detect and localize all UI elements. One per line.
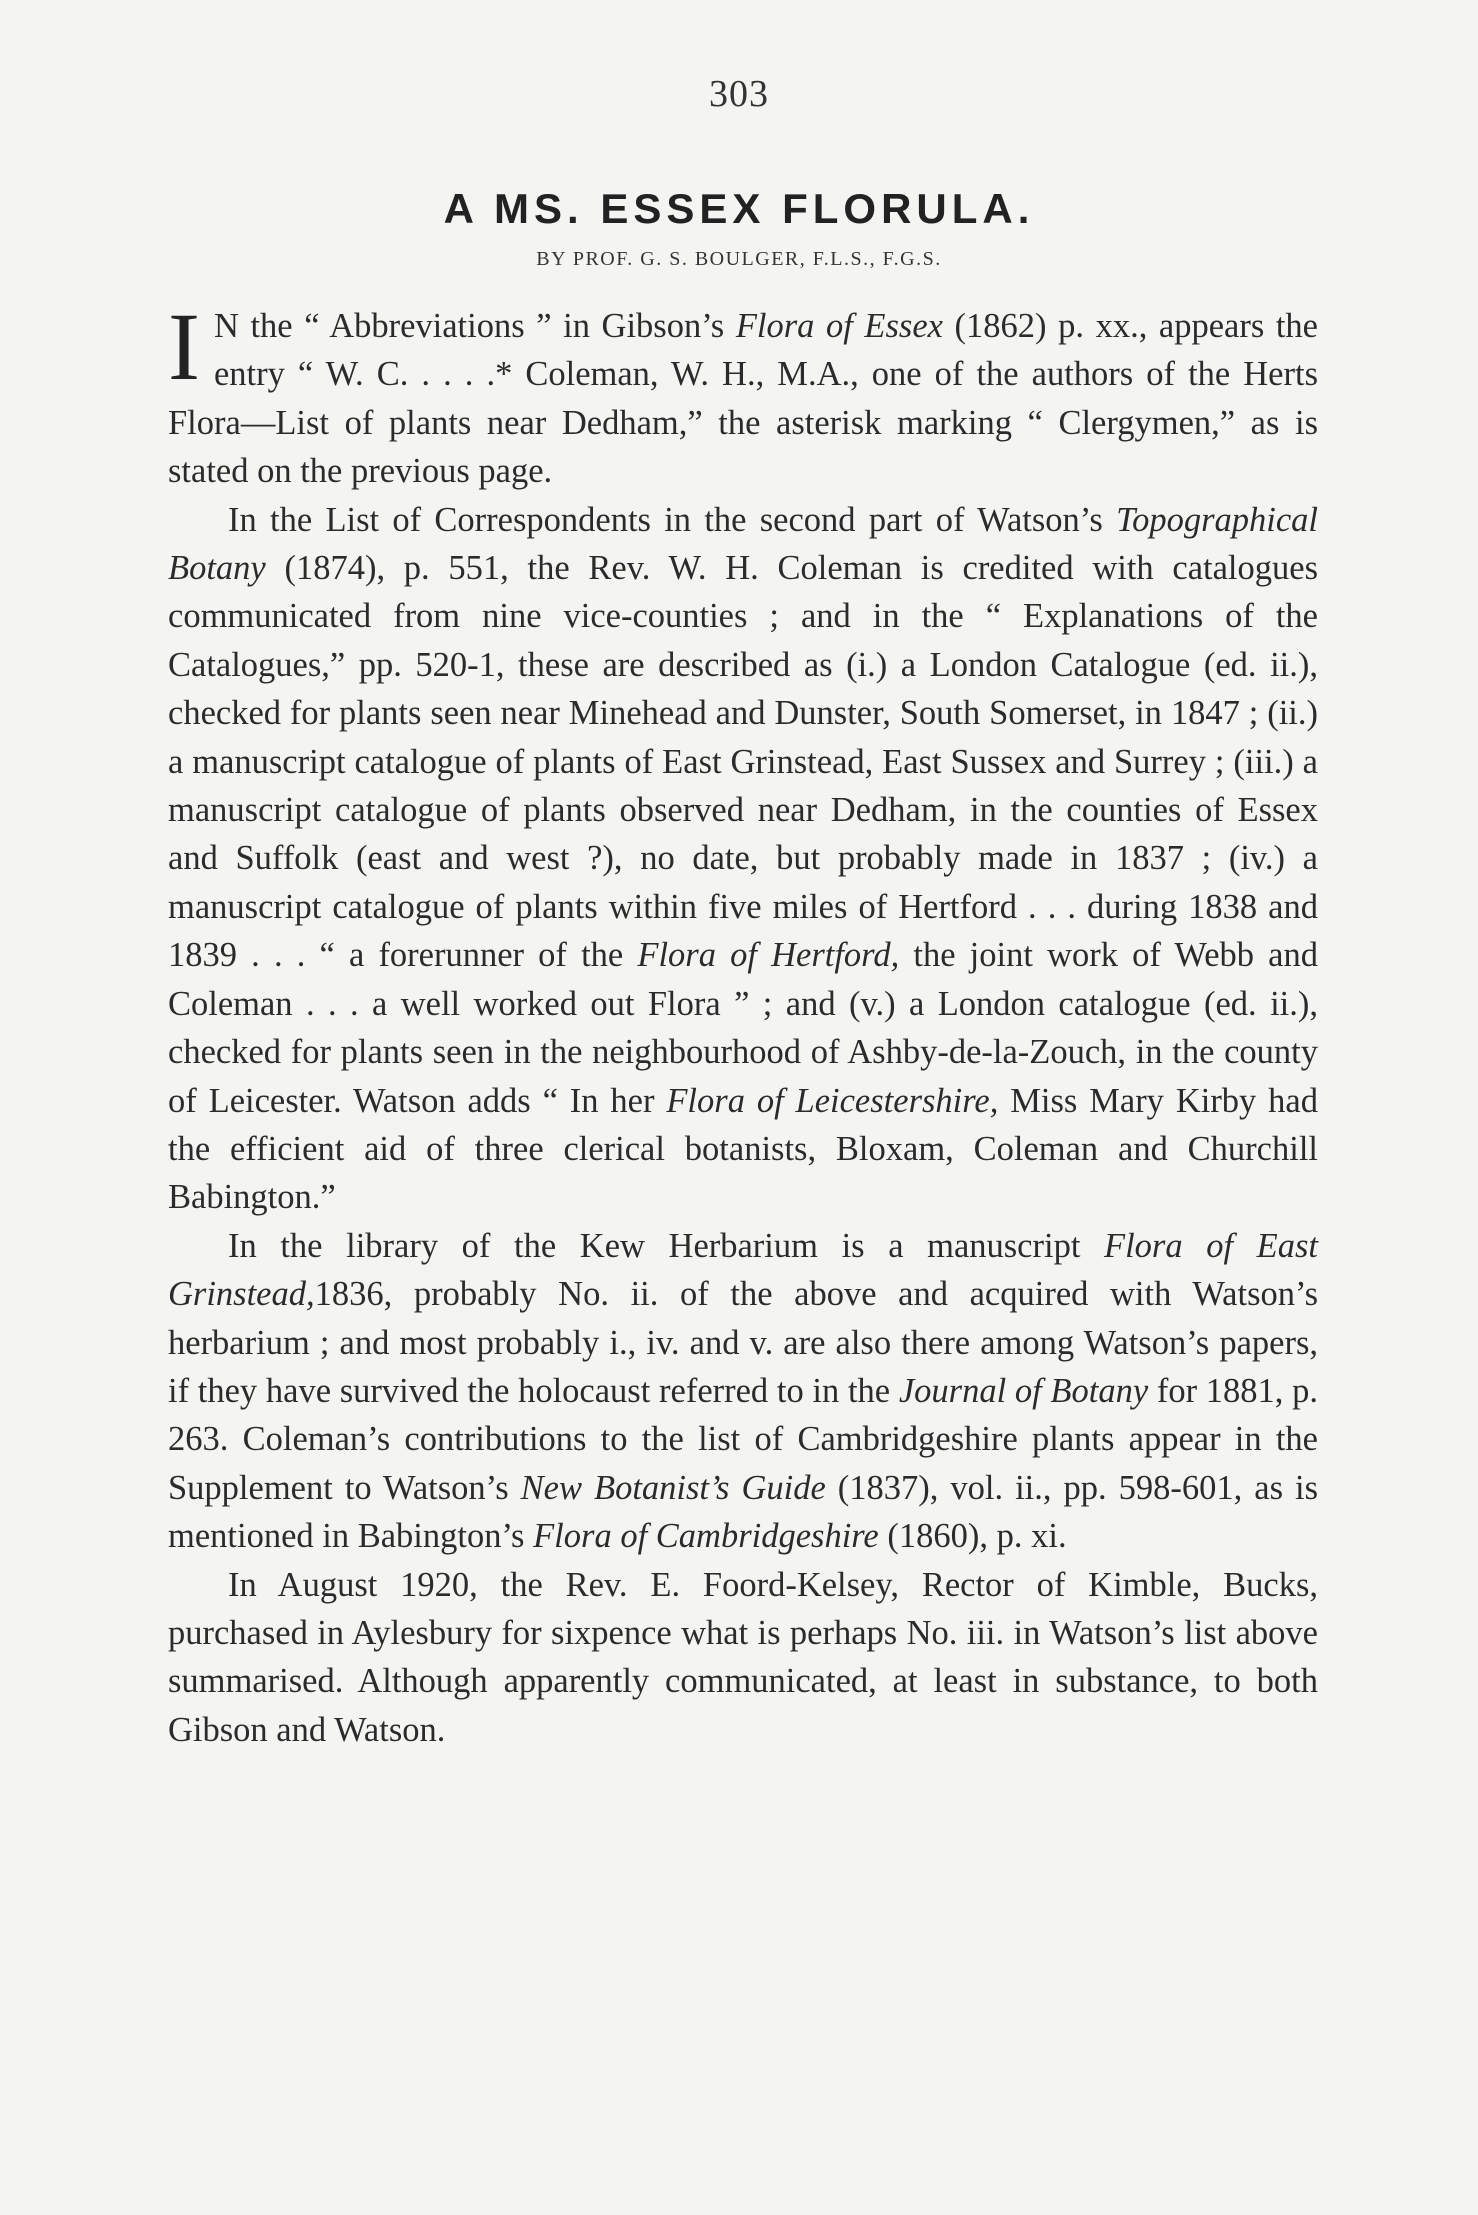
paragraph (168, 293, 1318, 496)
italic-title: Flora of Essex (735, 307, 943, 345)
italic-title: Flora of Cambridgeshire (533, 1517, 879, 1556)
article-byline: BY PROF. G. S. BOULGER, F.L.S., F.G.S. (536, 248, 942, 270)
article-title: A MS. ESSEX FLORULA. (443, 185, 1035, 232)
text-run: for 1881, p. 263. Coleman’s contributions to the list of Cambridgeshire plants appear in the Supplement to Watson’s (168, 1371, 1318, 1507)
italic-title: Journal of Botany (898, 1371, 1149, 1410)
article-body (168, 293, 1319, 1754)
text-run: In the library of the Kew Herbarium is a manuscript (228, 1226, 1105, 1265)
text-run: (1837), vol. ii., pp. 598-601, as is mentioned in Babington’s (168, 1468, 1319, 1556)
paragraph (168, 1222, 1318, 1561)
text-run: In August 1920, the Rev. E. Foord-Kelsey, Rector of Kimble, Bucks, purchased in Aylesbury for sixpence what is perhaps No. iii. in Watson’s list above summarised. Although apparently communicated, at least in substance, to both Gibson and Watson. (168, 1565, 1318, 1749)
page-number: 303 (709, 73, 769, 115)
text-run: N the “ Abbreviations ” in Gibson’s (213, 307, 736, 345)
paragraph (168, 496, 1318, 1222)
text-run: the joint work of Webb and Coleman . . . a well worked out Flora ” ; and (v.) a London catalogue (ed. ii.), checked for plants seen in the neighbourhood of Ashby-de-la-Zouch, in the county of Leicester. Watson adds “ In her (168, 936, 1318, 1120)
paragraph (168, 1561, 1318, 1755)
italic-title: New Botanist’s Guide (520, 1468, 826, 1507)
text-run: (1860), p. xi. (878, 1517, 1067, 1556)
text-run: Miss Mary Kirby had the efficient aid of three clerical botanists, Bloxam, Coleman and Churchill Babington.” (168, 1081, 1318, 1217)
text-run: (1862) p. xx., appears the entry “ W. C. . . . .* Coleman, W. H., M.A., one of the authors of the Herts Flora—List of plants near Dedham,” the asterisk marking “ Clergymen,” as is stated on the previous page. (168, 307, 1318, 491)
italic-title: Flora of Leicestershire, (666, 1081, 999, 1120)
text-run: 1836, probably No. ii. of the above and acquired with Watson’s herbarium ; and most probably i., iv. and v. are also there among Watson’s papers, if they have survived the holocaust referred to in the (168, 1275, 1318, 1410)
drop-cap: I (168, 293, 200, 400)
text-run: In the List of Correspondents in the second part of Watson’s (228, 500, 1117, 539)
italic-title: Flora of Hertford, (637, 936, 900, 975)
italic-title: Topographical Botany (168, 500, 1318, 588)
italic-title: Flora of East Grinstead, (168, 1226, 1318, 1314)
text-run: (1874), p. 551, the Rev. W. H. Coleman is credited with catalogues communicated from nine vice-counties ; and in the “ Explanations of the Catalogues,” pp. 520-1, these are described as (i.) a London Catalogue (ed. ii.), checked for plants seen near Minehead and Dunster, South Somerset, in 1847 ; (ii.) a manuscript catalogue of plants of East Grinstead, East Sussex and Surrey ; (iii.) a manuscript catalogue of plants observed near Dedham, in the counties of Essex and Suffolk (east and west ?), no date, but probably made in 1837 ; (iv.) a manuscript catalogue of plants within five miles of Hertford . . . during 1838 and 1839 . . . “ a forerunner of the (168, 549, 1318, 975)
